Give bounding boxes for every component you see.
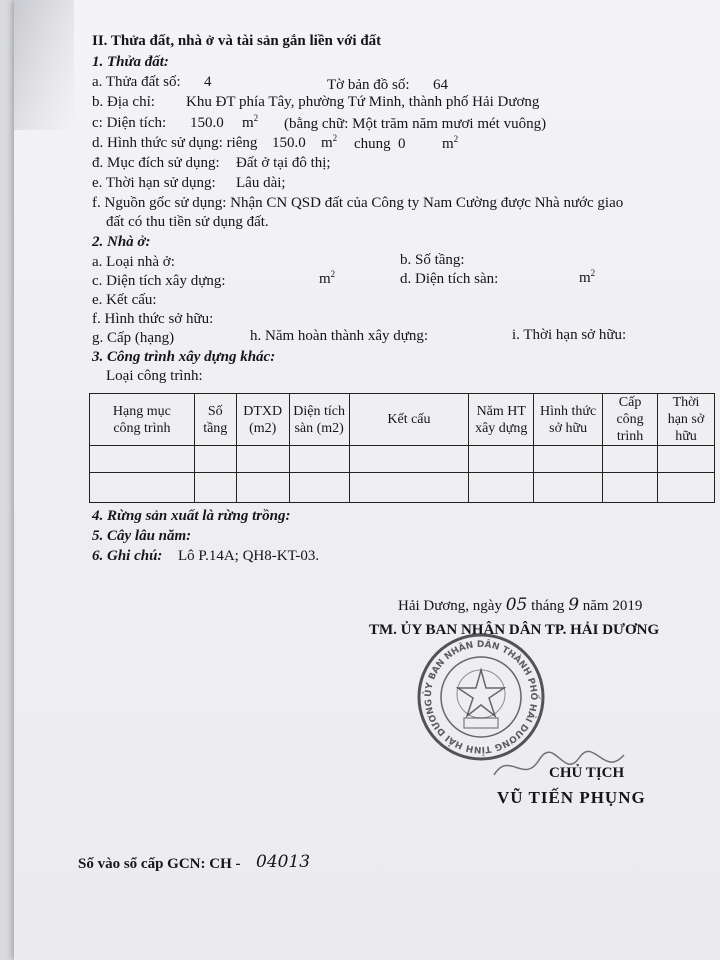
usage-private-area: 150.0 xyxy=(272,135,306,151)
term-value: Lâu dài; xyxy=(236,175,286,191)
register-number-value: 04013 xyxy=(256,852,311,872)
floor-area-unit: $m^2$ xyxy=(579,268,596,286)
date-month: 9 xyxy=(568,595,580,615)
area-value: 150.0 xyxy=(190,115,224,131)
header-ownership-form: Hình thức sở hữu xyxy=(534,394,603,446)
forest-heading: 4. Rừng sản xuất là rừng trồng: xyxy=(92,508,291,524)
header-floors: Số tầng xyxy=(194,394,236,446)
parcel-number-value: 4 xyxy=(204,74,212,90)
purpose-label: đ. Mục đích sử dụng: xyxy=(92,155,220,171)
header-grade: Cấp công trình xyxy=(603,394,658,446)
date-line: Hải Dương, ngày 05 tháng 9 năm 2019 xyxy=(398,595,643,615)
note-label: 6. Ghi chú: xyxy=(92,548,163,564)
area-label: c: Diện tích: xyxy=(92,115,167,131)
section-title: II. Thửa đất, nhà ở và tài sản gắn liền với đất xyxy=(92,33,382,49)
house-heading: 2. Nhà ở: xyxy=(92,234,151,250)
structure-label: e. Kết cấu: xyxy=(92,292,157,308)
table-row xyxy=(90,473,715,503)
map-sheet-label: Tờ bản đồ số: xyxy=(327,77,410,93)
signer-name: VŨ TIẾN PHỤNG xyxy=(497,788,646,807)
map-sheet-value: 64 xyxy=(433,77,448,93)
land-heading: 1. Thửa đất: xyxy=(92,54,169,70)
area-unit: $m^2$ xyxy=(242,113,259,131)
header-floor-area: Diện tích sàn (m2) xyxy=(289,394,349,446)
term-label: e. Thời hạn sử dụng: xyxy=(92,175,216,191)
build-area-label: c. Diện tích xây dựng: xyxy=(92,273,226,289)
address-label: b. Địa chỉ: xyxy=(92,94,155,110)
ownership-term-label: i. Thời hạn sở hữu: xyxy=(512,327,627,343)
parcel-number-label: a. Thửa đất số: xyxy=(92,74,181,90)
usage-form-label: d. Hình thức sử dụng: riêng xyxy=(92,135,258,151)
page-curl xyxy=(14,0,74,130)
construction-table xyxy=(89,393,715,503)
date-day: 05 xyxy=(505,595,528,615)
usage-private-unit: $m^2$ xyxy=(321,133,338,151)
signer-title: CHỦ TỊCH xyxy=(549,765,625,781)
header-item: Hạng mục công trình xyxy=(90,394,195,446)
svg-text:ỦY BAN NHÂN DÂN THÀNH PHỐ HẢI xyxy=(421,638,541,756)
completion-year-label: h. Năm hoàn thành xây dựng: xyxy=(250,328,429,344)
address-value: Khu ĐT phía Tây, phường Tứ Minh, thành phố Hải Dương xyxy=(186,94,540,110)
construction-type-label: Loại công trình: xyxy=(106,368,203,384)
signature xyxy=(484,740,634,790)
perennial-heading: 5. Cây lâu năm: xyxy=(92,528,192,544)
origin-line-1: f. Nguồn gốc sử dụng: Nhận CN QSD đất của Công ty Nam Cường được Nhà nước giao xyxy=(92,195,624,211)
usage-common-area: 0 xyxy=(398,136,406,152)
seal-text: ỦY BAN NHÂN DÂN THÀNH PHỐ HẢI DƯƠNG TỈNH HẢI DƯƠNG xyxy=(423,639,539,755)
table-row xyxy=(90,446,715,473)
register-number-label: Số vào sổ cấp GCN: CH - xyxy=(78,856,241,872)
header-build-area: DTXD (m2) xyxy=(236,394,289,446)
header-year: Năm HT xây dựng xyxy=(469,394,534,446)
grade-label: g. Cấp (hạng) xyxy=(92,330,175,346)
floor-area-label: d. Diện tích sàn: xyxy=(400,271,499,287)
header-structure: Kết cấu xyxy=(349,394,469,446)
area-in-words: (bằng chữ: Một trăm năm mươi mét vuông) xyxy=(284,116,547,132)
table-header-row xyxy=(90,394,715,446)
certificate-page xyxy=(14,0,720,960)
house-type-label: a. Loại nhà ở: xyxy=(92,254,175,270)
usage-common-unit: $m^2$ xyxy=(442,134,459,152)
floors-label: b. Số tầng: xyxy=(400,252,465,268)
note-value: Lô P.14A; QH8-KT-03. xyxy=(178,548,320,564)
other-construction-heading: 3. Công trình xây dựng khác: xyxy=(92,349,276,365)
usage-common-label: chung xyxy=(354,136,391,152)
issuing-authority: TM. ỦY BAN NHÂN DÂN TP. HẢI DƯƠNG xyxy=(369,622,660,638)
ownership-form-label: f. Hình thức sở hữu: xyxy=(92,311,214,327)
origin-line-2: đất có thu tiền sử dụng đất. xyxy=(106,214,269,230)
header-term: Thời hạn sở hữu xyxy=(658,394,715,446)
build-area-unit: $m^2$ xyxy=(319,269,336,287)
purpose-value: Đất ở tại đô thị; xyxy=(236,155,331,171)
